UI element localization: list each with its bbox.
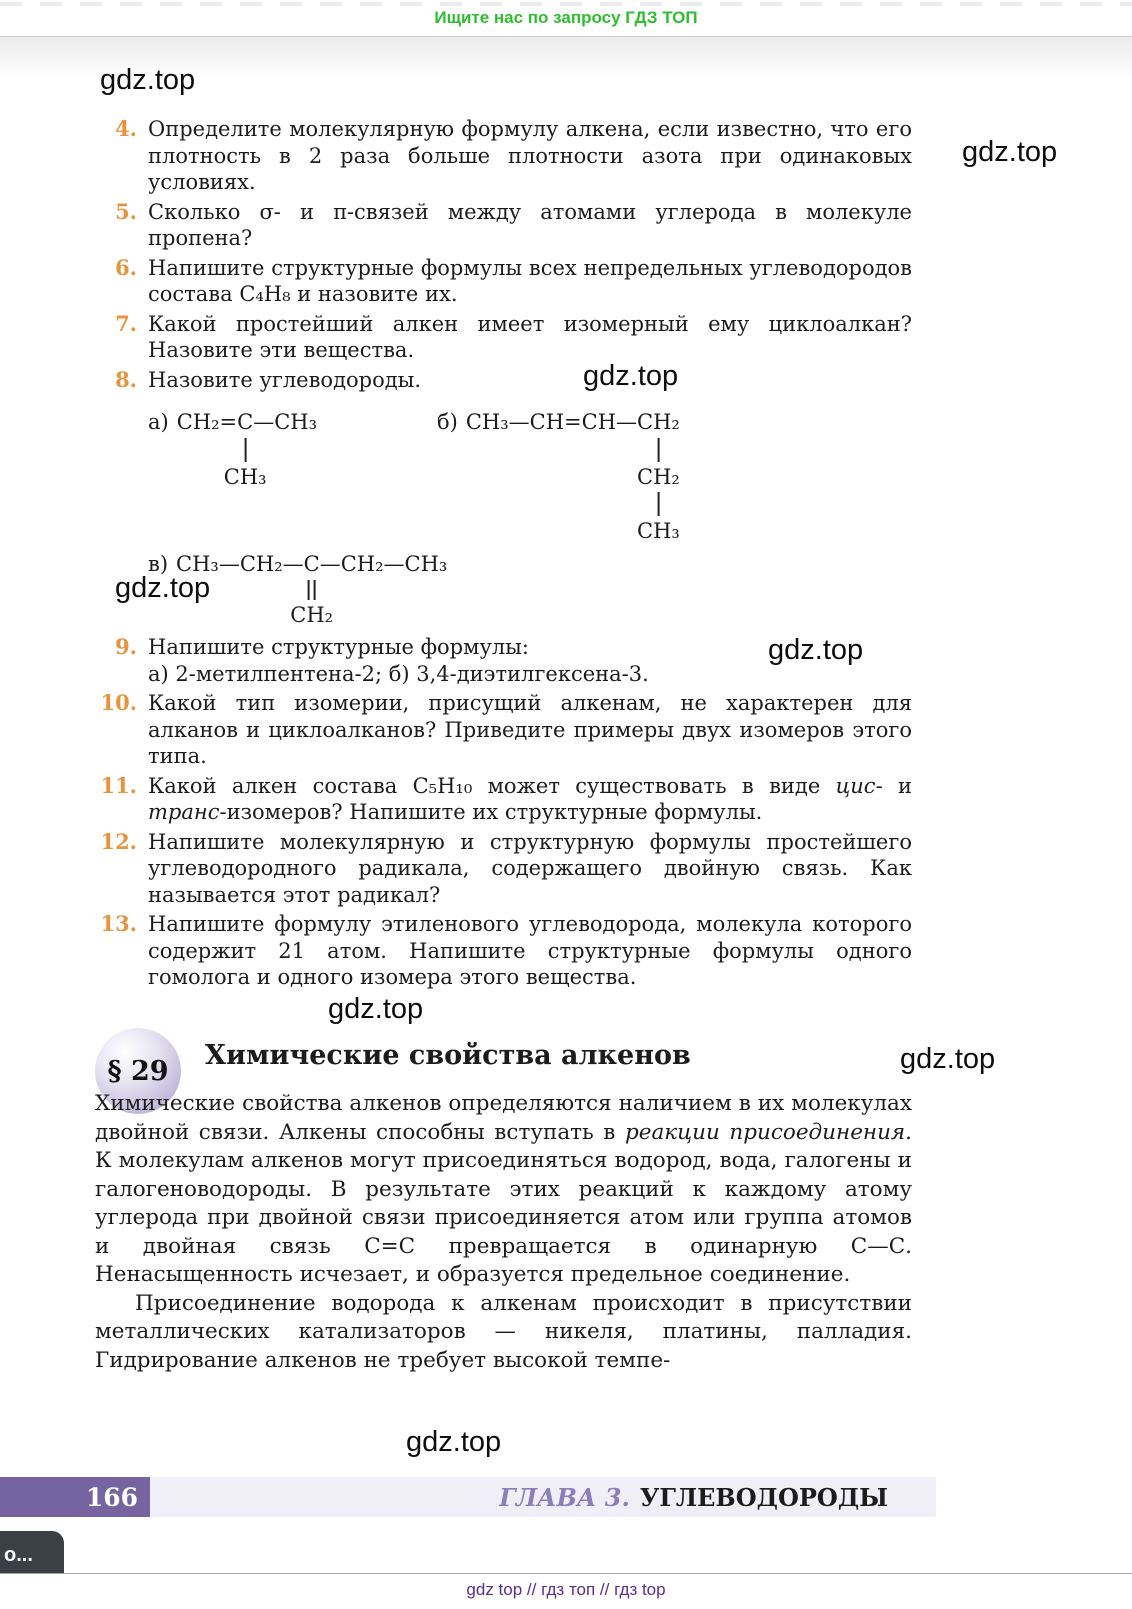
watermark: gdz.top	[328, 993, 424, 1025]
watermark: gdz.top	[406, 1426, 502, 1458]
question-8	[95, 367, 912, 632]
question-text-segment: Какой алкен состава C₅H₁₀ может существовать в виде	[148, 773, 836, 798]
formula-branch	[224, 436, 267, 490]
site-banner-text: Ищите нас по запросу ГДЗ ТОП	[434, 8, 698, 27]
page-footer-bar	[0, 1477, 936, 1517]
watermark: gdz.top	[962, 136, 1058, 168]
question-12	[95, 829, 912, 909]
section-body	[95, 1090, 912, 1375]
question-text: Напишите молекулярную и структурную формулы простейшего углеводородного радикала, содержащего двойную связь. Как называется этот радикал?	[148, 829, 912, 907]
footer-links[interactable]: gdz top // гдз топ // гдз top	[466, 1580, 666, 1599]
paragraph-text-segment: К молекулам алкенов могут присоединяться водород, вода, галогены и галогеноводороды. В результате этих реакций к каждому атому углерода при двойной связи присоединяется атом или группа атомов и двойная связь С=С превращается в одинарную С—С. Ненасыщенность исчезает, и образуется предельное соединение.	[95, 1148, 912, 1287]
watermark: gdz.top	[100, 64, 196, 96]
question-text-italic: транс	[148, 800, 220, 824]
structural-formulas	[148, 399, 912, 631]
question-text-segment: и	[882, 773, 913, 798]
question-text: Какой простейший алкен имеет изомерный ему циклоалкан? Назовите эти вещества.	[148, 311, 912, 362]
formula-chain: —CH₂—CH₃	[319, 552, 448, 576]
question-5	[95, 199, 912, 252]
overlay-tab-label: o...	[4, 1544, 33, 1566]
single-bond-line	[657, 438, 659, 462]
formula-branch	[290, 578, 333, 628]
paragraph-text-italic: реакции присоединения.	[624, 1119, 912, 1145]
question-list	[95, 116, 912, 994]
formula-a	[148, 409, 318, 489]
formula-label: а)	[148, 410, 169, 434]
formula-chain: —CH₃	[253, 410, 318, 434]
question-number: 8.	[115, 366, 137, 392]
question-text-line: Напишите структурные формулы:	[148, 635, 529, 659]
double-bond-line	[308, 580, 316, 600]
question-9	[95, 634, 912, 687]
page-number: 166	[85, 1482, 138, 1512]
formula-anchor-atom: C	[303, 552, 320, 576]
formula-chain: CH₃—CH=CH—	[465, 410, 638, 434]
formula-chain: CH₂=	[176, 410, 238, 434]
formula-label: в)	[148, 552, 169, 576]
question-number: 10.	[100, 690, 137, 715]
paragraph-2: Присоединение водорода к алкенам происходит в присутствии металлических катализаторов — никеля, платины, палладия. Гидрирование алкенов не требует высокой темпе-	[95, 1290, 912, 1373]
paragraph-text-segment: Химические свойства алкенов определяются наличием в их молекулах двойной связи. Алкены способны вступать в	[95, 1091, 912, 1145]
question-number: 6.	[115, 254, 137, 280]
question-7	[95, 311, 912, 364]
branch-group: CH₂	[290, 603, 334, 627]
question-number: 4.	[115, 116, 137, 141]
site-banner	[0, 0, 1132, 37]
question-4	[95, 116, 912, 196]
question-text: Напишите структурные формулы всех непредельных углеводородов состава C₄H₈ и назовите их.	[148, 255, 912, 306]
formula-b	[437, 409, 680, 543]
question-number: 11.	[100, 772, 137, 798]
section-number: § 29	[107, 1055, 169, 1087]
question-6	[95, 255, 912, 308]
question-number: 9.	[115, 634, 137, 659]
paragraph-1	[95, 1090, 912, 1290]
question-number: 13.	[100, 911, 137, 936]
overlay-tab[interactable]	[0, 1531, 64, 1573]
question-11	[95, 773, 912, 826]
question-13	[95, 911, 912, 991]
question-text: Какой тип изомерии, присущий алкенам, не характерен для алканов и циклоалканов? Приведите примеры двух изомеров этого типа.	[148, 691, 912, 768]
question-10	[95, 690, 912, 770]
question-text: Напишите формулу этиленового углеводорода, молекула которого содержит 21 атом. Напишите структурные формулы одного гомолога и одного изомера этого вещества.	[148, 912, 912, 989]
question-text: Определите молекулярную формулу алкена, если известно, что его плотность в 2 раза больше плотности азота при одинаковых условиях.	[148, 117, 912, 194]
question-number: 12.	[100, 828, 137, 854]
section-title: Химические свойства алкенов	[205, 1040, 691, 1071]
formula-label: б)	[437, 410, 458, 434]
question-text	[148, 634, 912, 687]
watermark: gdz.top	[768, 634, 864, 666]
question-text	[148, 773, 912, 826]
formula-chain: CH₃—CH₂—	[176, 552, 304, 576]
page-number-box	[0, 1477, 150, 1517]
watermark: gdz.top	[900, 1043, 996, 1075]
watermark: gdz.top	[115, 572, 211, 604]
question-number: 7.	[115, 310, 137, 336]
chapter-title: УГЛЕВОДОРОДЫ	[639, 1482, 888, 1512]
question-text: Сколько σ- и π-связей между атомами углерода в молекуле пропена?	[148, 199, 912, 250]
formula-anchor-atom: C	[237, 410, 254, 434]
question-text-line: Назовите углеводороды.	[148, 367, 422, 392]
chapter-heading	[499, 1483, 936, 1512]
branch-group: CH₃	[637, 519, 680, 543]
single-bond-line	[657, 492, 659, 516]
single-bond-line	[244, 438, 246, 462]
question-text-segment: -изомеров? Напишите их структурные формулы.	[219, 800, 763, 824]
question-text	[148, 367, 912, 632]
watermark: gdz.top	[583, 360, 679, 392]
branch-group: CH₂	[637, 465, 680, 489]
question-text-line: а) 2-метилпентена-2; б) 3,4-диэтилгексена-3.	[148, 661, 649, 686]
bottom-divider	[0, 1573, 1132, 1574]
branch-group: CH₃	[223, 465, 267, 489]
formula-branch	[637, 436, 680, 544]
chapter-label: ГЛАВА 3.	[499, 1482, 630, 1512]
question-text-italic: цис-	[835, 773, 883, 798]
formula-anchor-atom: CH₂	[637, 410, 680, 434]
question-number: 5.	[115, 198, 137, 224]
